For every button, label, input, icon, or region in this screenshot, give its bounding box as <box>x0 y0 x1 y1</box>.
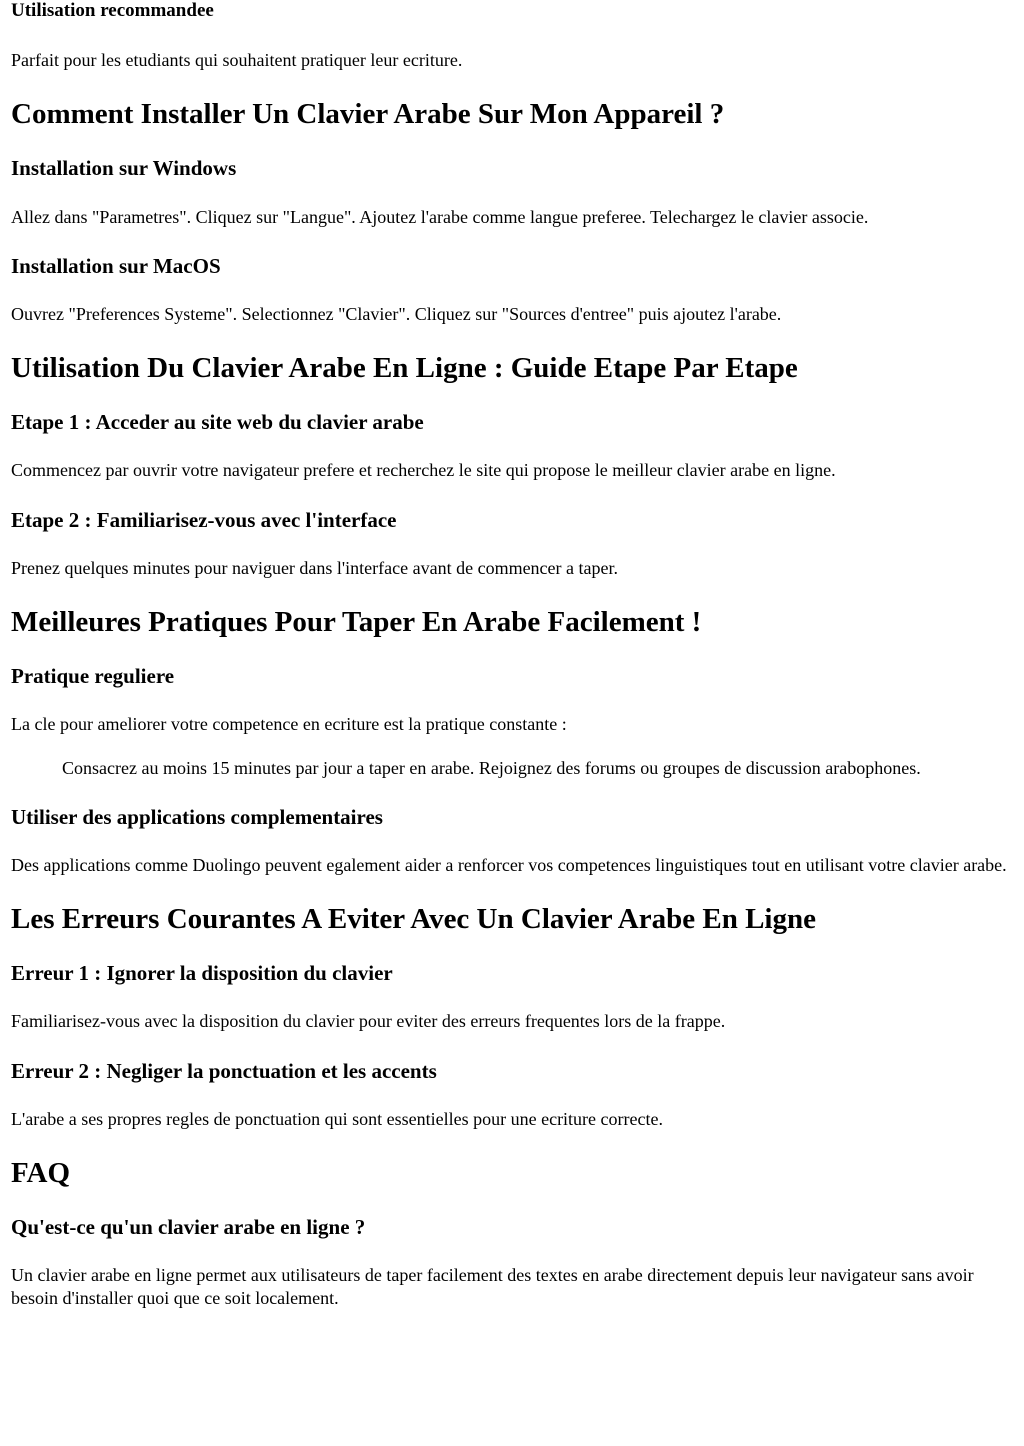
regular-practice-quote: Consacrez au moins 15 minutes par jour a taper en arabe. Rejoignez des forums ou groupes de discussion arabophones. <box>62 758 921 778</box>
regular-practice-paragraph: La cle pour ameliorer votre competence en ecriture est la pratique constante : <box>11 714 567 734</box>
step1-heading: Etape 1 : Acceder au site web du clavier arabe <box>11 410 424 434</box>
step1-paragraph: Commencez par ouvrir votre navigateur prefere et recherchez le site qui propose le meilleur clavier arabe en ligne. <box>11 460 836 480</box>
step2-paragraph: Prenez quelques minutes pour naviguer dans l'interface avant de commencer a taper. <box>11 558 618 578</box>
windows-install-heading: Installation sur Windows <box>11 156 237 180</box>
error2-paragraph: L'arabe a ses propres regles de ponctuation qui sont essentielles pour une ecriture correcte. <box>11 1109 663 1129</box>
macos-install-heading: Installation sur MacOS <box>11 254 221 278</box>
regular-practice-heading: Pratique reguliere <box>11 664 175 688</box>
macos-install-paragraph: Ouvrez "Preferences Systeme". Selectionnez "Clavier". Cliquez sur "Sources d'entree" puis ajoutez l'arabe. <box>11 304 782 324</box>
error1-paragraph: Familiarisez-vous avec la disposition du clavier pour eviter des erreurs frequentes lors de la frappe. <box>11 1011 726 1031</box>
error1-heading: Erreur 1 : Ignorer la disposition du clavier <box>11 961 393 985</box>
windows-install-paragraph: Allez dans "Parametres". Cliquez sur "Langue". Ajoutez l'arabe comme langue preferee. Telechargez le clavier associe. <box>11 207 869 227</box>
errors-section-title: Les Erreurs Courantes A Eviter Avec Un Clavier Arabe En Ligne <box>11 903 816 935</box>
step2-heading: Etape 2 : Familiarisez-vous avec l'interface <box>11 508 397 532</box>
install-section-title: Comment Installer Un Clavier Arabe Sur Mon Appareil ? <box>11 98 725 130</box>
practices-section-title: Meilleures Pratiques Pour Taper En Arabe Facilement ! <box>11 606 702 638</box>
intro-heading: Utilisation recommandee <box>11 0 214 21</box>
intro-paragraph: Parfait pour les etudiants qui souhaitent pratiquer leur ecriture. <box>11 50 463 70</box>
apps-heading: Utiliser des applications complementaires <box>11 805 383 829</box>
apps-paragraph: Des applications comme Duolingo peuvent egalement aider a renforcer vos competences linguistiques tout en utilisant votre clavier arabe. <box>11 855 1007 875</box>
guide-section-title: Utilisation Du Clavier Arabe En Ligne : Guide Etape Par Etape <box>11 352 798 384</box>
faq-answer-1: Un clavier arabe en ligne permet aux utilisateurs de taper facilement des textes en arabe directement depuis leur navigateur sans avoir besoin d'installer quoi que ce soit localement. <box>11 1265 974 1308</box>
faq-question-1: Qu'est-ce qu'un clavier arabe en ligne ? <box>11 1215 366 1239</box>
faq-section-title: FAQ <box>11 1157 71 1189</box>
error2-heading: Erreur 2 : Negliger la ponctuation et les accents <box>11 1059 437 1083</box>
